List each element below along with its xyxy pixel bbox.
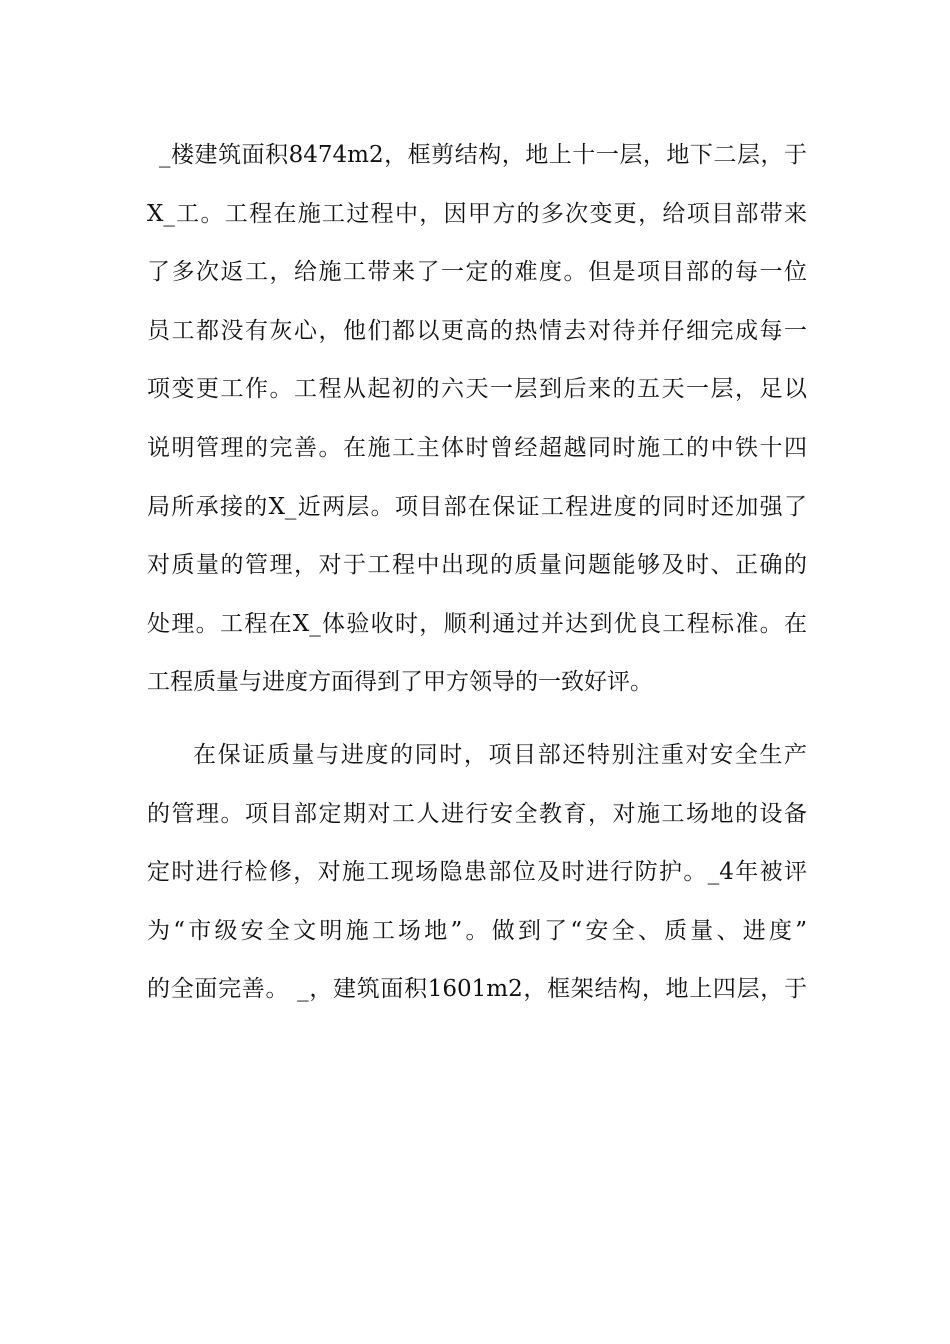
document-body <box>147 126 807 1019</box>
text-line: 员工都没有灰心，他们都以更高的热情去对待并仔细完成每一 <box>147 317 807 344</box>
text-line: X_工。工程在施工过程中，因甲方的多次变更，给项目部带来 <box>147 200 807 227</box>
text-line: 项变更工作。工程从起初的六天一层到后来的五天一层，足以 <box>147 376 807 403</box>
paragraph-2 <box>147 726 807 1019</box>
text-line: 的管理。项目部定期对工人进行安全教育，对施工场地的设备 <box>147 800 807 827</box>
text-line: 定时进行检修，对施工现场隐患部位及时进行防护。_4年被评 <box>147 859 807 886</box>
text-line: 说明管理的完善。在施工主体时曾经超越同时施工的中铁十四 <box>147 434 807 461</box>
text-line: 对质量的管理，对于工程中出现的质量问题能够及时、正确的 <box>147 552 807 579</box>
text-line: 的全面完善。 _，建筑面积1601m2，框架结构，地上四层，于 <box>147 976 807 1003</box>
text-line: 局所承接的X_近两层。项目部在保证工程进度的同时还加强了 <box>147 493 807 520</box>
paragraph-spacer <box>147 712 807 726</box>
text-line: 为“市级安全文明施工场地”。做到了“安全、质量、进度” <box>147 917 807 944</box>
text-line: 处理。工程在X_体验收时，顺利通过并达到优良工程标准。在 <box>147 610 807 637</box>
text-line: 工程质量与进度方面得到了甲方领导的一致好评。 <box>147 669 653 696</box>
paragraph-1 <box>147 126 807 712</box>
text-line: 在保证质量与进度的同时，项目部还特别注重对安全生产 <box>193 741 807 768</box>
text-line: _楼建筑面积8474m2，框剪结构，地上十一层，地下二层，于 <box>159 142 807 168</box>
text-line: 了多次返工，给施工带来了一定的难度。但是项目部的每一位 <box>147 259 807 286</box>
